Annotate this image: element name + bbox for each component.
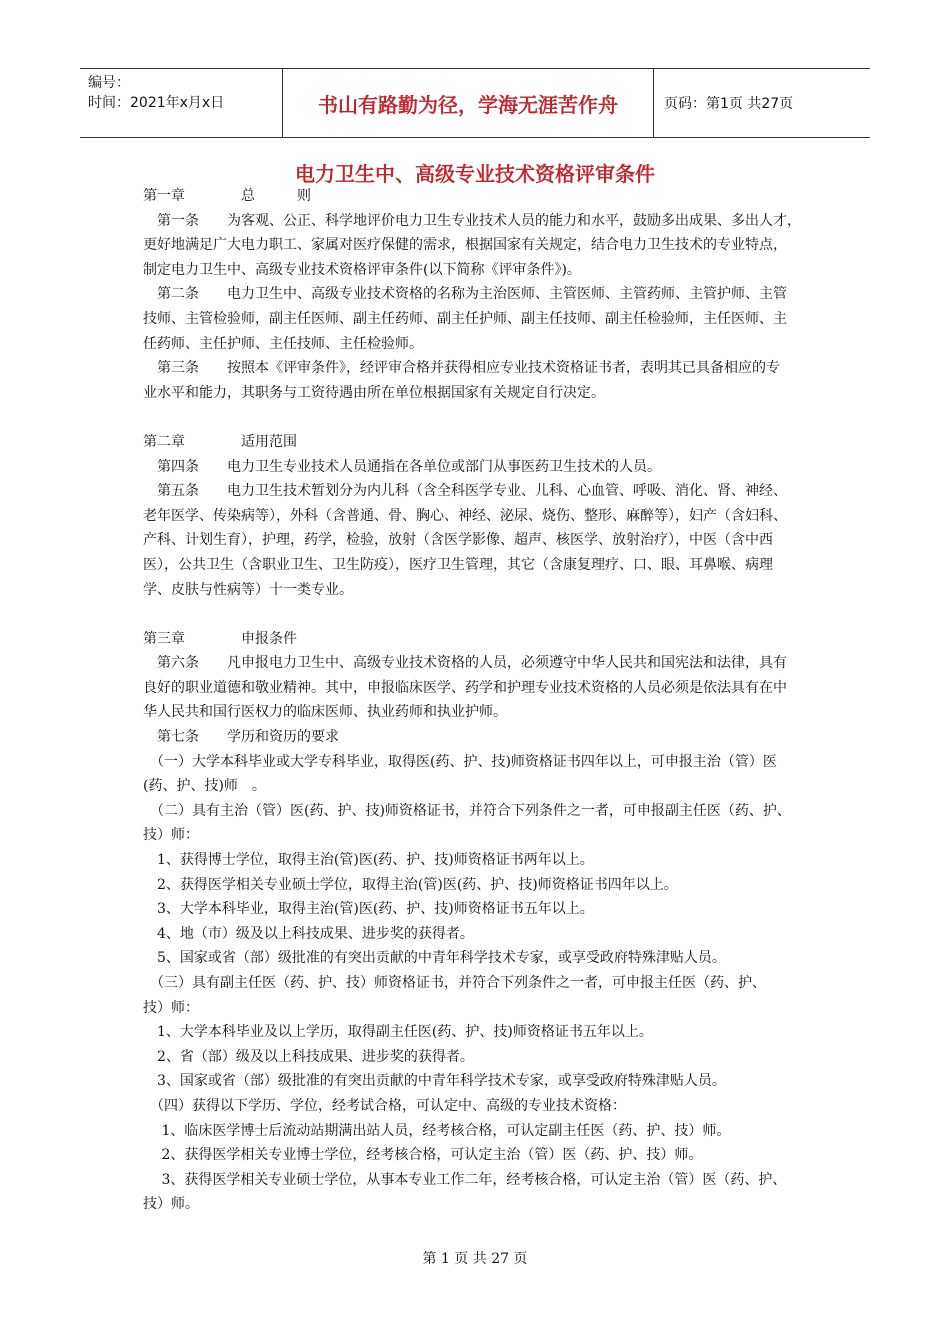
text-line: 3、国家或省（部）级批准的有突出贡献的中青年科学技术专家，或享受政府特殊津贴人员。	[143, 1073, 726, 1090]
text-line: 第一章 总 则	[143, 188, 311, 204]
text-line: 3、获得医学相关专业硕士学位，从事本专业工作二年，经考核合格，可认定主治（管）医（药、护、	[143, 1171, 787, 1188]
text-line: 2、获得医学相关专业硕士学位，取得主治(管)医(药、护、技)师资格证书四年以上。	[143, 876, 678, 893]
text-line: 第六条 凡申报电力卫生中、高级专业技术资格的人员，必须遵守中华人民共和国宪法和法律，具有	[143, 655, 787, 672]
text-line: 技）师。	[143, 1196, 199, 1213]
text-line: （三）具有副主任医（药、护、技）师资格证书，并符合下列条件之一者，可申报主任医（药、护、	[143, 975, 766, 991]
page-header	[80, 68, 870, 138]
text-line: （一）大学本科毕业或大学专科毕业，取得医(药、护、技)师资格证书四年以上，可申报主治（管）医	[143, 753, 777, 770]
text-line: 医），公共卫生（含职业卫生、卫生防疫），医疗卫生管理，其它（含康复理疗、口、眼、耳鼻喉、病理	[143, 556, 773, 573]
text-line: 任药师、主任护师、主任技师、主任检验师。	[143, 335, 423, 352]
text-line: 第一条 为客观、公正、科学地评价电力卫生专业技术人员的能力和水平，鼓励多出成果、多出人才，	[143, 212, 801, 229]
text-line: 第二章 适用范围	[143, 433, 297, 450]
text-line: 第七条 学历和资历的要求	[143, 729, 339, 746]
text-line: 第五条 电力卫生技术暂划分为内儿科（含全科医学专业、儿科、心血管、呼吸、消化、肾、神经、	[143, 483, 787, 500]
header-meta	[80, 69, 282, 137]
text-line: 1、获得博士学位，取得主治(管)医(药、护、技)师资格证书两年以上。	[143, 852, 594, 869]
blank-line	[143, 405, 823, 430]
text-line: 第三条 按照本《评审条件》，经评审合格并获得相应专业技术资格证书者，表明其已具备相应的专	[143, 360, 780, 377]
text-line: 技）师：	[143, 827, 199, 844]
text-line: 第二条 电力卫生中、高级专业技术资格的名称为主治医师、主管医师、主管药师、主管护师、主管	[143, 286, 787, 303]
page-footer: 第 1 页 共 27 页	[422, 1251, 528, 1267]
text-line: 良好的职业道德和敬业精神。其中，申报临床医学、药学和护理专业技术资格的人员必须是依法具有在中	[143, 679, 787, 696]
date-label: 时间：2021年x月x日	[88, 95, 225, 111]
header-page-label: 页码：第1页 共27页	[664, 96, 794, 112]
text-line: 产科、计划生育），护理，药学，检验，放射（含医学影像、超声、核医学、放射治疗），中医（含中西	[143, 532, 773, 549]
text-line: 技）师：	[143, 999, 199, 1016]
text-line: 更好地满足广大电力职工、家属对医疗保健的需求，根据国家有关规定，结合电力卫生技术的专业特点，	[143, 237, 787, 254]
header-motto: 书山有路勤为径，学海无涯苦作舟	[282, 69, 654, 137]
text-line: 业水平和能力，其职务与工资待遇由所在单位根据国家有关规定自行决定。	[143, 384, 605, 401]
text-line: 第四条 电力卫生专业技术人员通指在各单位或部门从事医药卫生技术的人员。	[143, 458, 661, 475]
text-line: 1、临床医学博士后流动站期满出站人员，经考核合格，可认定副主任医（药、护、技）师。	[143, 1122, 731, 1139]
text-line: 第三章 申报条件	[143, 630, 297, 647]
document-body	[143, 184, 823, 1217]
text-line: 制定电力卫生中、高级专业技术资格评审条件(以下简称《评审条件》)。	[143, 261, 581, 278]
number-label: 编号：	[88, 75, 130, 91]
text-line: （四）获得以下学历、学位，经考试合格，可认定中、高级的专业技术资格：	[143, 1097, 626, 1114]
document-title: 电力卫生中、高级专业技术资格评审条件	[295, 162, 655, 186]
text-line: 老年医学、传染病等），外科（含普通、骨、胸心、神经、泌尿、烧伤、整形、麻醉等），妇产（含妇科、	[143, 507, 787, 524]
text-line: （二）具有主治（管）医(药、护、技)师资格证书，并符合下列条件之一者，可申报副主任医（药、护、	[143, 802, 791, 819]
text-line: 2、省（部）级及以上科技成果、进步奖的获得者。	[143, 1048, 474, 1065]
text-line: 3、大学本科毕业，取得主治(管)医(药、护、技)师资格证书五年以上。	[143, 901, 594, 918]
text-line: 2、获得医学相关专业博士学位，经考核合格，可认定主治（管）医（药、护、技）师。	[143, 1147, 703, 1164]
blank-line	[143, 602, 823, 627]
text-line: 4、地（市）级及以上科技成果、进步奖的获得者。	[143, 925, 474, 942]
text-line: 1、大学本科毕业及以上学历，取得副主任医(药、护、技)师资格证书五年以上。	[143, 1024, 653, 1041]
text-line: 5、国家或省（部）级批准的有突出贡献的中青年科学技术专家，或享受政府特殊津贴人员。	[143, 950, 726, 967]
text-line: 学、皮肤与性病等）十一类专业。	[143, 581, 353, 598]
text-line: 技师、主管检验师，副主任医师、副主任药师、副主任护师、副主任技师、副主任检验师，主任医师、主	[143, 310, 787, 327]
text-line: 华人民共和国行医权力的临床医师、执业药师和执业护师。	[143, 704, 507, 721]
text-line: (药、护、技)师 。	[143, 778, 266, 795]
